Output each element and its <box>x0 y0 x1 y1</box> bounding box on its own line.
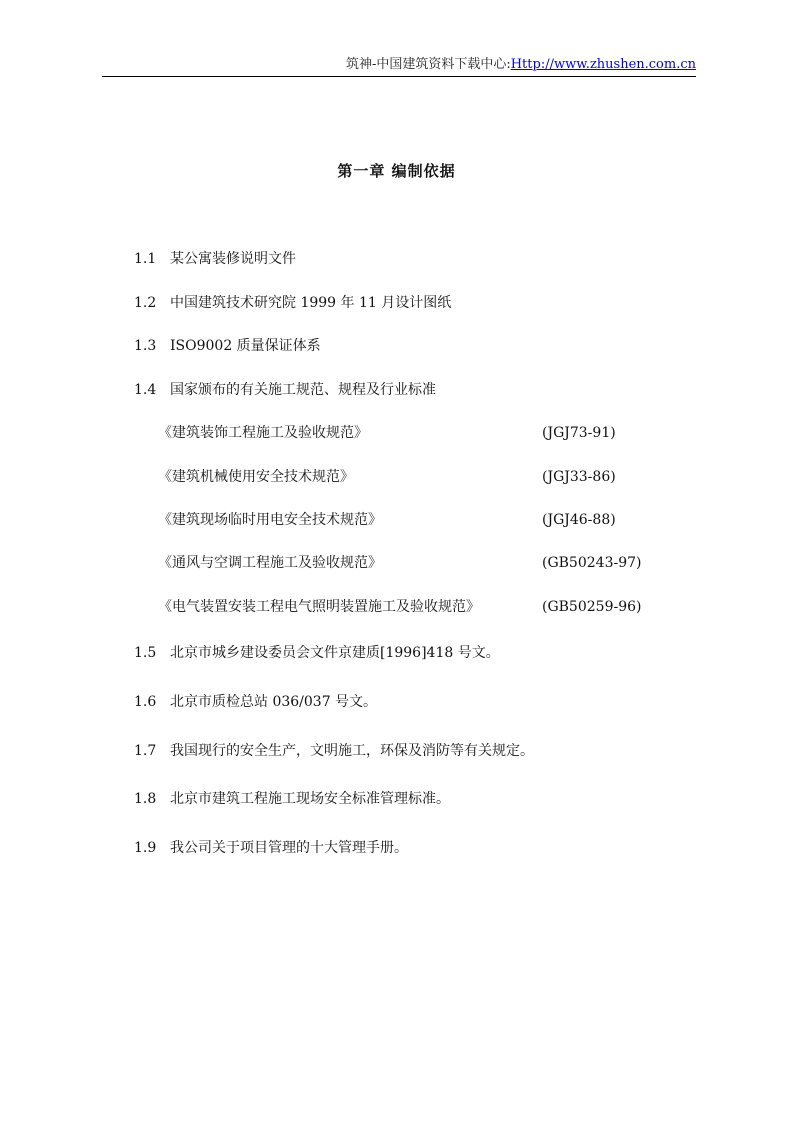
item-number: 1.5 <box>134 645 157 661</box>
item-number: 1.7 <box>134 743 157 759</box>
list-item-1-9 <box>134 838 408 858</box>
standard-code: (JGJ33-86) <box>542 469 616 485</box>
list-item-1-3 <box>134 336 321 356</box>
page-header <box>346 56 696 74</box>
item-text: 国家颁布的有关施工规范、规程及行业标准 <box>170 382 436 398</box>
standard-name: 《通风与空调工程施工及验收规范》 <box>158 555 382 571</box>
item-text: 中国建筑技术研究院 1999 年 11 月设计图纸 <box>170 295 452 311</box>
item-number: 1.6 <box>134 694 157 710</box>
list-item-1-8 <box>134 789 450 809</box>
standard-code: (GB50259-96) <box>542 599 642 615</box>
item-text: 某公寓装修说明文件 <box>170 251 296 267</box>
list-item-1-7 <box>134 741 534 761</box>
standard-name: 《建筑装饰工程施工及验收规范》 <box>158 425 368 441</box>
item-text: ISO9002 质量保证体系 <box>170 338 321 354</box>
list-item-1-1 <box>134 249 296 269</box>
item-number: 1.1 <box>134 251 157 267</box>
item-text: 我国现行的安全生产，文明施工，环保及消防等有关规定。 <box>170 743 534 759</box>
standard-code: (JGJ46-88) <box>542 512 616 528</box>
item-number: 1.8 <box>134 791 157 807</box>
item-text: 我公司关于项目管理的十大管理手册。 <box>170 840 408 856</box>
chapter-title: 第一章 编制依据 <box>337 162 456 180</box>
item-number: 1.9 <box>134 840 157 856</box>
header-site-name: 筑神-中国建筑资料下载中心: <box>345 57 511 72</box>
item-text: 北京市建筑工程施工现场安全标准管理标准。 <box>170 791 450 807</box>
item-number: 1.2 <box>134 295 157 311</box>
standard-code: (GB50243-97) <box>542 555 642 571</box>
item-number: 1.3 <box>134 338 157 354</box>
standard-name: 《电气装置安装工程电气照明装置施工及验收规范》 <box>158 599 480 615</box>
item-number: 1.4 <box>134 382 157 398</box>
header-url-link[interactable]: Http://www.zhushen.com.cn <box>510 57 696 72</box>
list-item-1-4 <box>134 380 436 400</box>
standard-name: 《建筑机械使用安全技术规范》 <box>158 469 354 485</box>
list-item-1-2 <box>134 293 451 313</box>
item-text: 北京市城乡建设委员会文件京建质[1996]418 号文。 <box>170 645 500 661</box>
standard-code: (JGJ73-91) <box>542 425 616 441</box>
header-divider <box>102 76 696 77</box>
list-item-1-5 <box>134 643 500 663</box>
list-item-1-6 <box>134 692 377 712</box>
item-text: 北京市质检总站 036/037 号文。 <box>170 694 378 710</box>
standard-name: 《建筑现场临时用电安全技术规范》 <box>158 512 382 528</box>
